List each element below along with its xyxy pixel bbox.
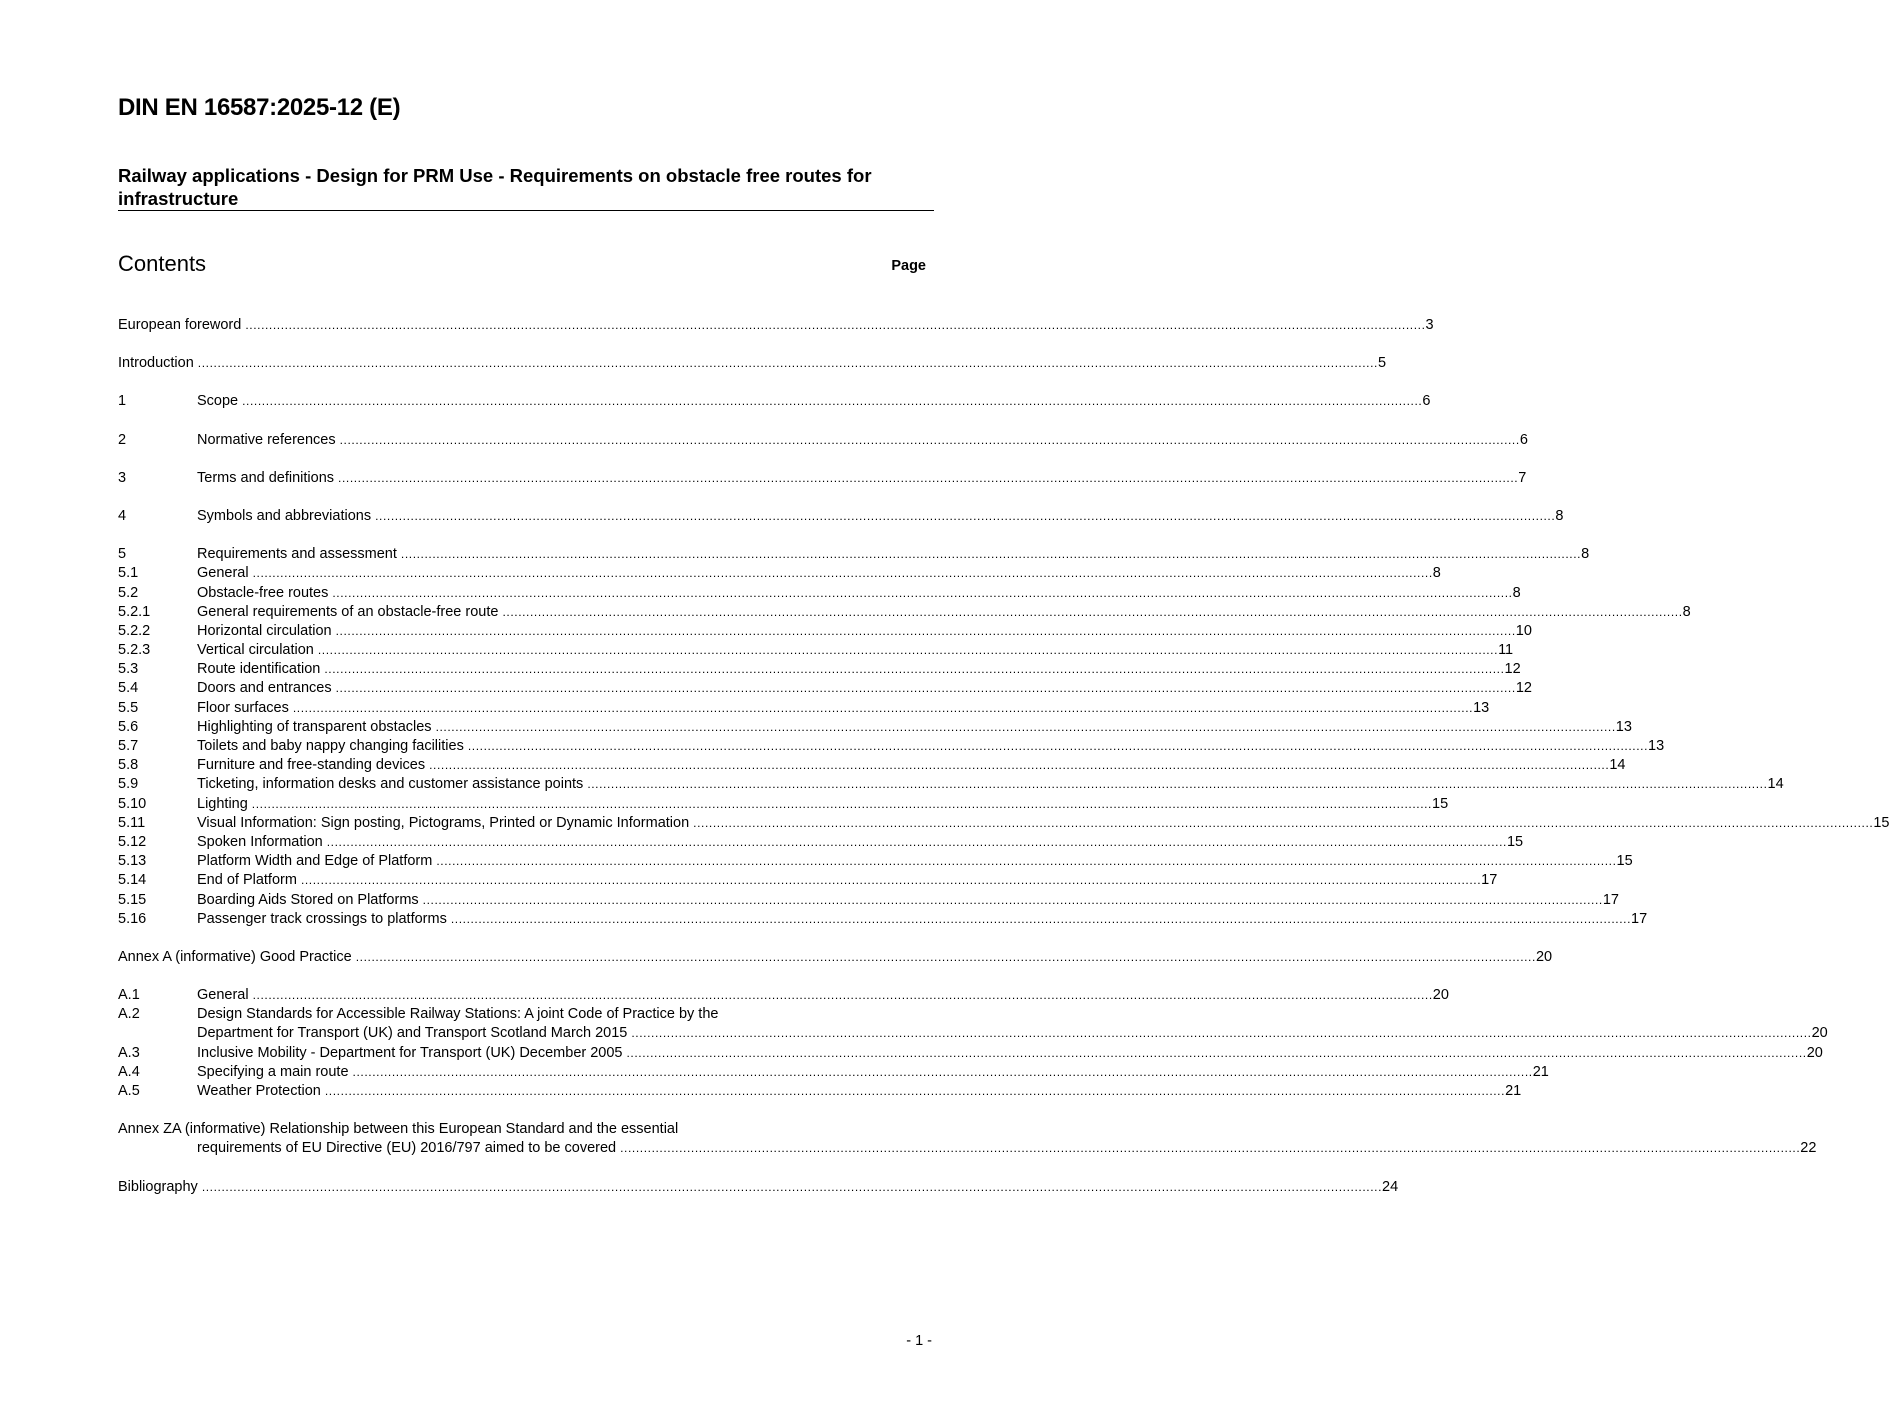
toc-page-number: 15 — [1873, 814, 1890, 831]
toc-dot-leader: ............................................................................................................................................................................................................................................................................................................ — [245, 318, 1426, 332]
toc-entry-number: 5.9 — [118, 776, 139, 793]
toc-entry-title: Obstacle-free routes — [197, 584, 329, 601]
toc-entry-title: Introduction — [118, 355, 194, 372]
toc-page-number: 21 — [1532, 1063, 1549, 1080]
toc-entry-number: 4 — [118, 507, 127, 524]
toc-page-number: 8 — [1682, 603, 1691, 620]
toc-entry[interactable] — [118, 679, 1532, 698]
toc-entry[interactable] — [118, 603, 1691, 622]
toc-entry-title: Boarding Aids Stored on Platforms — [197, 891, 419, 908]
toc-entry-title: Bibliography — [118, 1178, 198, 1195]
toc-page-number: 14 — [1609, 757, 1626, 774]
toc-entry-title: Platform Width and Edge of Platform — [197, 853, 433, 870]
contents-heading: Contents — [118, 251, 207, 276]
toc-page-number: 11 — [1498, 642, 1514, 659]
toc-entry-number: 5.12 — [118, 833, 147, 850]
toc-entry-title: Department for Transport (UK) and Transport Scotland March 2015 — [197, 1025, 628, 1042]
toc-dot-leader: ............................................................................................................................................................................................................................................................................................................ — [450, 911, 1632, 926]
toc-entry-title: Ticketing, information desks and customer assistance points — [197, 776, 584, 793]
toc-entry[interactable] — [118, 545, 1590, 564]
toc-entry-title: Requirements and assessment — [197, 546, 397, 563]
toc-entry[interactable] — [118, 718, 1632, 737]
toc-entry-number: 5.1 — [118, 565, 139, 582]
toc-page-number: 17 — [1602, 891, 1619, 908]
toc-page-number: 15 — [1616, 853, 1633, 870]
toc-dot-leader: ............................................................................................................................................................................................................................................................................................................ — [429, 758, 1610, 773]
toc-entry[interactable] — [118, 833, 1524, 852]
toc-page-number: 14 — [1767, 776, 1784, 793]
toc-dot-leader: ............................................................................................................................................................................................................................................................................................................ — [201, 1179, 1383, 1194]
toc-entry[interactable] — [118, 622, 1532, 641]
toc-entry-title: Floor surfaces — [197, 699, 289, 716]
toc-entry[interactable] — [118, 469, 1527, 488]
toc-entry[interactable] — [118, 431, 1528, 450]
toc-dot-leader: ............................................................................................................................................................................................................................................................................................................ — [355, 949, 1536, 964]
toc-page-number: 8 — [1555, 507, 1564, 524]
toc-entry-number: A.4 — [118, 1063, 140, 1080]
toc-entry[interactable] — [118, 584, 1521, 603]
toc-entry[interactable] — [118, 641, 1514, 660]
toc-dot-leader: ............................................................................................................................................................................................................................................................................................................ — [422, 892, 1603, 907]
toc-entry[interactable] — [118, 891, 1619, 910]
toc-page-number: 12 — [1504, 661, 1521, 678]
toc-dot-leader: ............................................................................................................................................................................................................................................................................................................ — [300, 873, 1482, 888]
toc-entry-number: 5.4 — [118, 680, 139, 697]
toc-entry-title: Terms and definitions — [197, 469, 335, 486]
toc-entry-title: Normative references — [197, 431, 336, 448]
toc-page-number: 21 — [1505, 1083, 1522, 1099]
toc-entry-title: Annex ZA (informative) Relationship between this European Standard and the essential — [118, 1121, 679, 1138]
toc-entry[interactable] — [118, 316, 1434, 335]
toc-page-number: 17 — [1631, 910, 1648, 927]
toc-page-number: 3 — [1425, 317, 1434, 333]
toc-entry-title: Highlighting of transparent obstacles — [197, 718, 432, 735]
toc-entry-number: 5.2.2 — [118, 622, 151, 639]
toc-entry[interactable] — [118, 986, 1449, 1005]
toc-page-number: 7 — [1518, 469, 1527, 486]
toc-entry-number: 2 — [118, 431, 127, 448]
toc-entry-number: 5.14 — [118, 872, 147, 889]
toc-page-number: 20 — [1535, 948, 1553, 965]
toc-entry-title: Lighting — [197, 795, 248, 812]
toc-dot-leader: ............................................................................................................................................................................................................................................................................................................ — [251, 796, 1432, 811]
toc-dot-leader: ............................................................................................................................................................................................................................................................................................................ — [197, 356, 1378, 371]
toc-dot-leader: ............................................................................................................................................................................................................................................................................................................ — [332, 585, 1513, 600]
toc-entry-number: 5.15 — [118, 891, 147, 908]
toc-page-number: 17 — [1481, 872, 1498, 889]
toc-page-number: 13 — [1615, 718, 1632, 735]
toc-entry-title: General requirements of an obstacle-free route — [197, 603, 499, 620]
toc-entry-title: Route identification — [197, 661, 321, 678]
toc-entry-title: Specifying a main route — [197, 1063, 349, 1080]
toc-dot-leader: ............................................................................................................................................................................................................................................................................................................ — [620, 1141, 1801, 1156]
toc-entry[interactable] — [118, 392, 1431, 411]
toc-dot-leader: ............................................................................................................................................................................................................................................................................................................ — [436, 854, 1617, 869]
toc-dot-leader: ............................................................................................................................................................................................................................................................................................................ — [335, 681, 1516, 696]
toc-dot-leader: ............................................................................................................................................................................................................................................................................................................ — [317, 643, 1499, 658]
toc-page-number: 24 — [1382, 1178, 1399, 1195]
toc-entry[interactable] — [118, 756, 1626, 775]
toc-entry-title: Design Standards for Accessible Railway Stations: A joint Code of Practice by the — [197, 1006, 719, 1023]
toc-entry-number: 3 — [118, 469, 127, 486]
toc-dot-leader: ............................................................................................................................................................................................................................................................................................................ — [252, 988, 1433, 1003]
toc-entry-number: 5.3 — [118, 661, 139, 678]
toc-entry-title: Furniture and free-standing devices — [197, 757, 426, 774]
toc-page-number: 8 — [1581, 546, 1590, 563]
toc-page-number: 5 — [1377, 355, 1387, 372]
toc-entry-title: requirements of EU Directive (EU) 2016/797 aimed to be covered — [197, 1140, 617, 1157]
toc-page-number: 12 — [1515, 680, 1532, 697]
toc-entry[interactable] — [118, 1063, 1549, 1082]
toc-page-number: 20 — [1432, 987, 1449, 1004]
toc-dot-leader: ............................................................................................................................................................................................................................................................................................................ — [252, 566, 1433, 581]
toc-entry-title: Horizontal circulation — [197, 622, 332, 639]
page-number: - 1 - — [906, 1333, 932, 1349]
title-rule — [118, 210, 934, 211]
toc-entry-number: A.5 — [118, 1083, 140, 1099]
toc-dot-leader: ............................................................................................................................................................................................................................................................................................................ — [693, 815, 1874, 830]
toc-dot-leader: ............................................................................................................................................................................................................................................................................................................ — [631, 1026, 1812, 1041]
toc-dot-leader: ............................................................................................................................................................................................................................................................................................................ — [587, 777, 1768, 792]
toc-dot-leader: ............................................................................................................................................................................................................................................................................................................ — [339, 432, 1520, 447]
toc-page-number: 6 — [1519, 431, 1528, 448]
toc-dot-leader: ............................................................................................................................................................................................................................................................................................................ — [338, 470, 1519, 485]
toc-entry[interactable] — [118, 814, 1890, 833]
toc-entry-title: Doors and entrances — [197, 680, 332, 697]
toc-entry[interactable] — [118, 660, 1521, 679]
toc-entry[interactable] — [118, 775, 1784, 794]
toc-entry-number: 5.13 — [118, 853, 147, 870]
toc-entry-number: 5 — [118, 546, 127, 563]
toc-page-number: 15 — [1432, 795, 1449, 812]
toc-entry-title: Visual Information: Sign posting, Pictograms, Printed or Dynamic Information — [197, 814, 690, 831]
toc-entry-title: Inclusive Mobility - Department for Transport (UK) December 2005 — [197, 1044, 623, 1061]
toc-entry[interactable] — [118, 1005, 1828, 1043]
toc-dot-leader: ............................................................................................................................................................................................................................................................................................................ — [326, 834, 1507, 849]
toc-entry-title: Vertical circulation — [197, 642, 314, 659]
toc-entry-number: A.3 — [118, 1044, 140, 1061]
toc-entry-number: 5.5 — [118, 699, 139, 716]
toc-dot-leader: ............................................................................................................................................................................................................................................................................................................ — [352, 1064, 1533, 1079]
toc-entry-number: A.2 — [118, 1006, 140, 1023]
toc-entry[interactable] — [118, 737, 1665, 756]
toc-dot-leader: ............................................................................................................................................................................................................................................................................................................ — [626, 1045, 1807, 1060]
toc-entry-number: 5.2 — [118, 584, 139, 601]
toc-entry-title: End of Platform — [197, 872, 297, 889]
toc-dot-leader: ............................................................................................................................................................................................................................................................................................................ — [335, 623, 1516, 638]
toc-entry[interactable] — [118, 852, 1633, 871]
toc-page-number: 8 — [1432, 565, 1441, 582]
toc-entry-number: 5.2.3 — [118, 642, 151, 659]
toc-dot-leader: ............................................................................................................................................................................................................................................................................................................ — [324, 1084, 1506, 1098]
toc-dot-leader: ............................................................................................................................................................................................................................................................................................................ — [242, 394, 1423, 409]
toc-entry-title: European foreword — [118, 317, 242, 333]
toc-entry[interactable] — [118, 1120, 1817, 1158]
toc-entry-title: Symbols and abbreviations — [197, 507, 372, 524]
toc-entry-number: 5.7 — [118, 738, 139, 754]
toc-page-number: 20 — [1806, 1044, 1823, 1061]
toc-entry[interactable] — [118, 1082, 1522, 1101]
toc-entry-number: 1 — [118, 393, 127, 410]
toc-page-number: 22 — [1800, 1140, 1817, 1157]
toc-page-number: 13 — [1648, 738, 1665, 754]
page-column-label: Page — [891, 258, 926, 274]
toc-page-number: 6 — [1422, 393, 1431, 410]
toc-entry-title: General — [197, 565, 249, 582]
toc-page-number: 20 — [1811, 1025, 1828, 1042]
toc-dot-leader: ............................................................................................................................................................................................................................................................................................................ — [292, 700, 1474, 715]
toc-entry-number: 5.8 — [118, 757, 139, 774]
toc-entry-title: General — [197, 987, 249, 1004]
toc-entry-number: 5.11 — [118, 814, 146, 831]
toc-dot-leader: ............................................................................................................................................................................................................................................................................................................ — [502, 604, 1683, 619]
toc-page-number: 15 — [1506, 833, 1524, 850]
toc-entry-number: 5.16 — [118, 910, 147, 927]
toc-entry[interactable] — [118, 948, 1553, 967]
toc-page-number: 13 — [1473, 699, 1490, 716]
toc-entry[interactable] — [118, 871, 1498, 890]
toc-entry-title: Spoken Information — [197, 833, 323, 850]
toc-dot-leader: ............................................................................................................................................................................................................................................................................................................ — [467, 739, 1649, 753]
toc-entry-title: Annex A (informative) Good Practice — [118, 948, 352, 965]
toc-dot-leader: ............................................................................................................................................................................................................................................................................................................ — [324, 662, 1505, 677]
toc-dot-leader: ............................................................................................................................................................................................................................................................................................................ — [375, 508, 1556, 523]
toc-entry[interactable] — [118, 354, 1387, 373]
toc-entry[interactable] — [118, 564, 1441, 583]
table-of-contents — [118, 316, 1890, 1197]
toc-entry[interactable] — [118, 1178, 1399, 1197]
toc-entry[interactable] — [118, 795, 1449, 814]
toc-page-number: 10 — [1515, 622, 1532, 639]
toc-entry[interactable] — [118, 699, 1490, 718]
toc-page-number: 8 — [1512, 584, 1521, 601]
toc-entry-title: Scope — [197, 393, 239, 410]
toc-entry-title: Passenger track crossings to platforms — [197, 910, 447, 927]
toc-dot-leader: ............................................................................................................................................................................................................................................................................................................ — [435, 719, 1616, 734]
toc-entry-number: A.1 — [118, 987, 140, 1004]
toc-entry-number: 5.10 — [118, 795, 147, 812]
toc-entry[interactable] — [118, 507, 1564, 526]
toc-entry[interactable] — [118, 910, 1648, 929]
toc-dot-leader: ............................................................................................................................................................................................................................................................................................................ — [400, 547, 1582, 562]
document-title: Railway applications - Design for PRM Use - Requirements on obstacle free routes for infrastructure — [118, 165, 872, 209]
toc-entry[interactable] — [118, 1044, 1823, 1063]
toc-entry-number: 5.2.1 — [118, 603, 151, 620]
toc-entry-title: Weather Protection — [197, 1083, 321, 1099]
toc-entry-number: 5.6 — [118, 718, 139, 735]
toc-entry-title: Toilets and baby nappy changing facilities — [197, 738, 464, 754]
document-id: DIN EN 16587:2025-12 (E) — [118, 94, 401, 121]
